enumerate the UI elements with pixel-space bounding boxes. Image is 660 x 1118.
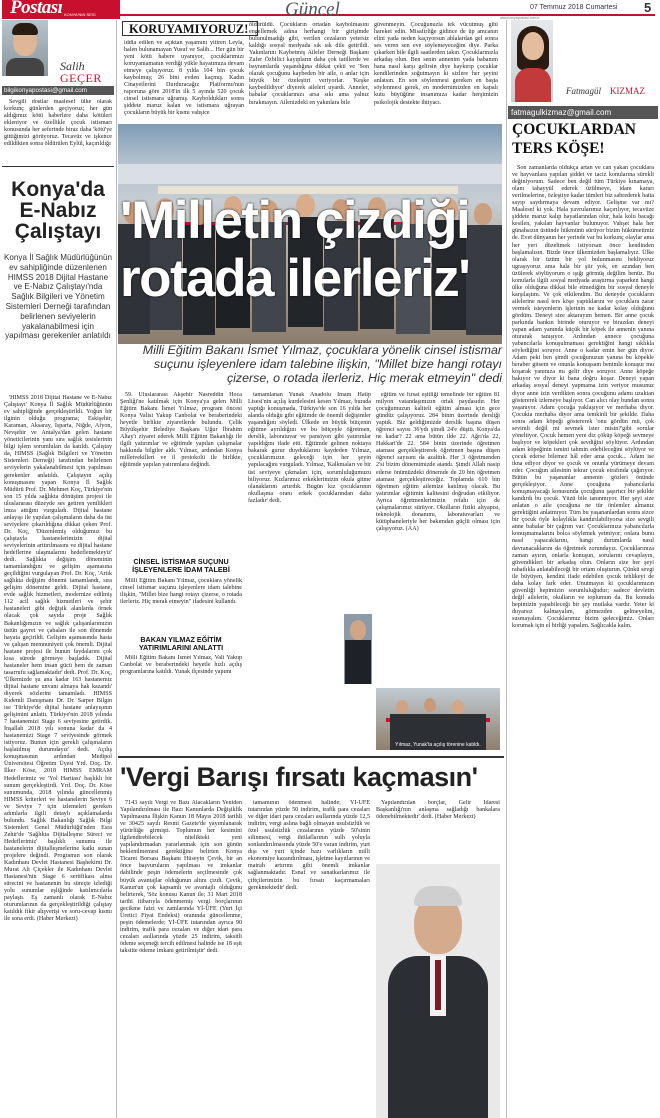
author-last-name-2: KIZMAZ xyxy=(610,86,645,96)
column-title xyxy=(512,120,658,158)
feature1-column-3 xyxy=(376,392,500,688)
right-column xyxy=(508,20,658,1118)
feature1-headline xyxy=(118,192,504,308)
column-intro-text xyxy=(4,99,112,163)
column-body xyxy=(512,165,654,1115)
column-title-line2: TERS KÖŞE! xyxy=(512,140,605,157)
logo-sub: KONYA'NIN SESİ xyxy=(64,12,96,17)
divider xyxy=(2,166,114,167)
story-headline-line3: Çalıştayı xyxy=(14,220,102,243)
author-email[interactable]: bilgikonyapostasi@gmail.com xyxy=(4,87,88,94)
story-headline xyxy=(2,179,114,242)
feature1-column-2-text: tamamlanan Yunak Anadolu İmam Hatip Lisesi'nin açılış kurdelesini kesen Yılmaz, burada yaptığı konuşmada, Türkiye'de son 16 yılda her alanda olduğu gibi eğitimde de önemli değişimler yaşandığını söyledi. Ülkede en büyük bütçenin eğitime ayrıldığını ve bu bütçeyle öğretmen, derslik, laboratuvar ve pansiyon gibi yatırımlar yapıldığını ifade etti. Eğitimde gelinen noktaya bakarak gurur duyduklarını kaydeden Yılmaz, çocuklarımızın geleceği için her şeyin yapılacağını vurguladı. Yılmaz, 'Kalkmaları ve bir üst seviyeye çıkmaları için, sorumluluğumuzu biliyoruz. Kızlarımız erkeklerimizin okula gitme olanaklarını artırdık. Bugün kız çocuklarının okullaşma oranı erkek çocuklarından daha fazladır' dedi. xyxy=(248,392,371,504)
feature2-column-1-text: 7143 sayılı Vergi ve Bazı Alacakların Yeniden Yapılandırılması ile Bazı Kanunlarda Değişiklik Yapılmasına İlişkin Kanun 18 Mayıs 2018 tarihli ve 30425 sayılı Resmi Gazete'de yayımlanarak yürürlüğe girmişti. Toplumun her kesimini ilgilendirebilecek nitelikteki yeni yapılandırmadan yararlanmak için son günün beklenilmemesi gerektiğine belirten Konya Ticaret Borsası Başkanı Hüseyin Çevik, bir an önce başvuruların yapılması ve imkanlar dahilinde peşin ödemelerin seçilmesinde çok büyük avantajlar olduğunun altını çizdi. Çevik, Kanun'un çok kapsamlı ve avantajlı olduğunu belirterek, 'Söz konusu Kanun ile; 31 Mart 2018 tarihi itibarıyla ödenmemiş vergi borçlarının gecikme faizi ve zamlarında Yİ-ÜFE (Yurt İçi Üretici Fiyat Endeksi) oranında güncellenme, peşin ödemelerde; Yİ-ÜFE tutarından ayrıca 90 indirim, trafik para cezaları ve diğer idari para cezaları asıllarında yüzde 25 indirim, taksitli ödeme seçeneği tercih edilmesi halinde ise 18 eşit taksitte ödeme imkanı getirilmiştir' dedi. xyxy=(120,800,242,954)
column-separator xyxy=(506,20,507,1118)
feature1-column-1b xyxy=(120,578,242,632)
masthead-bar xyxy=(120,14,655,16)
feature1-headline-line2: rotada ilerleriz' xyxy=(120,249,470,308)
left-column xyxy=(2,20,114,1118)
article-column-2 xyxy=(249,22,369,122)
article-column-1 xyxy=(124,40,244,122)
story-headline-line1: Konya'da xyxy=(11,178,105,201)
column-intro-paragraph: Sevgili dostlar maalesef ülke olarak korkunç günlerden geçiyoruz; her gün aldığımız kötü haberlere daha kötüleri ekleniyor ve özellikle çocuk istismarı konusunda her seferinde biraz daha 'kötü'ye gittiğimizi görüyoruz. Tecavüz ve işkence edildikten sonra öldürülen Eylül, kaçırıldığı xyxy=(4,99,112,148)
feature2-column-1 xyxy=(120,800,242,1114)
masthead xyxy=(0,0,660,20)
feature1-deck: Milli Eğitim Bakanı İsmet Yılmaz, çocuklara yönelik cinsel istismar suçunu işleyenlere idam talebine ilişkin, "Millet bize hangi rotayı çizerse, o rotada ilerleriz. Hiç merak etmeyin" dedi xyxy=(142,343,502,385)
article-title-box xyxy=(122,21,258,36)
feature1-headline-line1: 'Milletin çizdiği xyxy=(120,191,470,250)
article-column-2-text: öldürüldü. Çocukların ortadan kaybolmasını engellemek adına herhangi bir girişimde bulunulmadığı gibi, verilen cezaların yetersiz kaldığı sosyal medyada sık sık dile getirildi. Yakınlarını Kaybetmiş Aileler Derneği Başkanı Zafer Özbilici kayıpların daha çok tatillerde ve bayramlarda yaşandığına dikkat çekti ve 'Son olarak çocuğunu kaybeden bir aile, o anlar için büyük bir özeleştiri veriyorlar. 'Keşke kaybedildiyor' diyerek aileleri uyardı. Anneler, babalar çocuklarınızı arsa sıkı ama yalnız bırakmayın. Ailenizdeki en yakınlara bile xyxy=(249,22,369,106)
page-number: 5 xyxy=(644,0,652,15)
story-body xyxy=(4,395,112,1115)
feature1-subhead-1: CİNSEL İSTİSMAR SUÇUNU İŞLEYENLERE İDAM TALEBİ xyxy=(132,557,230,575)
feature1-column-1 xyxy=(120,392,242,555)
article-column-3-text: güvenmeyin. Çocuğunuzla tek vücutmuş gibi hareket edin. Misafirliğe gidince de üp amcanın elini yada neden kaçıyorsun ablalardan gel sonra ses veren sen eve söylemeyeceğim diye. Parka çıkarken bile ilgili saatlerden takın. Çocuklarınızla arkadaş olun. Ben senin annenim yada babanım bana nasıl karşı gelirsin diye haykırıp çocuklar kendilerinden soğutmayın ki sizlere her şeyini anlatsın. En son söylenmesi gereken en başta söylenmesi gerek, en modernimizden en kapalı kutu büyüğüne insanımıza kadar herşimizin psikolojik destekte ihtiyacı. xyxy=(374,22,498,106)
story-body-paragraph: 'HIMSS 2018 Dijital Hastane ve E-Nabız Çalıştayı' Konya İl Sağlık Müdürlüğünün ev sahipliğinde gerçekleştirildi. Yoğun bir ilginin olduğu programa; Eskişehir, Karaman, Aksaray, Isparta, Niğde, Afyon, Nevşehir ve Antalya'dan gelen hastane yöneticilerinin yanı sıra sağlık tesislerinin bilgi işlem sorumluları da katıldı. Çalıştay da, HIMSS (Sağlık Bilgileri ve Yönetim Sistemleri Derneği) tarafından belirlenen seviyelerin yakalanabilmesi için yapılması gerekenler anlatıldı. Çalıştayın açılış konuşmasını yapan Konya İl Sağlık Müdürü Prof. Dr. Mehmet Koç, Türkiye'nin son 15 yılda sağlıkta dönüşüm projesi ile uluslararası düzeyde ses getiren yenilikleri imza attığını vurguladı. Dijital hastane anlayışı ile yapılan çalışmaların daha da üst seviyelere çıkarıldığına dikkat çeken Prof. Dr. Koç, 'Düzenlemiş olduğumuz bu çalıştayla hastanelerimizin dijital seviyelerinin arttırılmasını ve dijital hastane hedeflerine ulaşmalarını hedeflemekteyiz' dedi. Sağlıkta değişim döneminin tamamlandığını ve gelişim aşamasına geçildiğini vurgulayan Prof. Dr. Koç, 'Artık sağlıkta değişim dönemi tamamlandı, sıra gelişim dönemine geldi. Dijital hastane, evde sağlık hizmetleri, modernize edilmiş 112 acil sağlık hizmetleri ve şehir hastaneleri gibi değişik alanlarda örnek olacak çok sayıda proje Sağlık Bakanlığımızın ve sağlık çalışanlarımızın üstün gayret ve çabaları ile son dönemde hayata geçirildi. Gelişim aşamasında hasta ve çalışan memnuniyeti çok önemli. Dijital hastane projesi ile bunun faydalarını çok kısa sürede görmeye başladık. Dijital hastaneler hem insan gücü hem de zaman tasarrufu sağlamaktadır' dedi. Prof. Dr. Koç, 'Ülkemizde şu ana kadar 163 hastanemiz dijital hastane unvanı almaya hak kazandı' diyerek sözlerini tamamladı. HIMSS Kıdemli Danışmanı Dr. Dr. Sarper Bilgin ise Türkiye'de dijital hastane anlayışının gelişimini anlattı. Türkiye'nin 2018 yılında 7 hastanemizi Stage 6 seviyesine getirdik. İnşallah 2018 yılı sonuna kadar da 4 hastanemizi Stage 7 seviyesinde görmek istiyoruz. Bunun için gerekli çalışmaların başlatılmış durumdayız' dedi. Açılış konuşmasının ardından Medipol Üniversitesi Öğretim Üyesi Yrd. Doç. Dr. İlker Köse, 2018 HIMSS EMRAM Hedeflerimiz ve 'Yol Haritası' başlıklı bir sunum gerçekleştirdi. Yrd. Doç. Dr. Köse sunumunda, 2018 yılında güncellenmiş HIMSS kriterleri ve hastanelerin Seviye 6 ve Seviye 7 için izlemeleri gereken adımlarla ilgili detaylı açıklamalarda bulundu. Sağlık Bakanlığı Sağlık Bilgi Sistemleri Genel Müdürlüğü'nden Esra Zehir'de 'Sağlıkta Dijitalleşme Süreci ve Hedeflerimiz' başlıklı sunumu ile hastanelerin dijitalleşmelerine katkı sunan projelere değindi. Programın son olarak Kadınhanı Devlet Hastanesi Başhekimi Dr. Murat Ali Çiçekler ile Kadınhanı Devlet Hastanesi'nin Stage 6 sertifikası alma sürecini ve hastanenin bu süreçte izlediği yolu sunumlar eşliğinde katılımcılarla paylaştı. Eş zamanlı olarak E-Nabız oturumlarının da gerçekleştirildiği çalıştay katıldık fikir alışverişi ve soru-cevap kısmı ile sona erdi. (Haber Merkezi) xyxy=(4,395,112,923)
author-email-bar xyxy=(2,86,114,95)
feature1-caption: Yılmaz, Yunak'ta açılış törenine katıldı. xyxy=(395,742,481,748)
feature2-column-3 xyxy=(376,800,500,860)
feature1-column-1-text: 59. Uluslararası Akşehir Nasreddin Hoca Şenliği'ne katılmak için Konya'ya gelen Milli Eğitim Bakanı İsmet Yılmaz, program öncesi Konya Valisi Yakup Canbolat ve beraberindeki heyetle birlikte ziyaretlerde bulundu. Çelik Büyükşehir Belediye Başkanı Uğur İbrahim Altay'ı ziyaret ederek Milli Eğitim Bakanlığı ile ilgili yatırımlar ve eğitimde yapılan çalışmalar hakkında bilgiler aldı. Yılmaz, ardından Konya milletvekilleri ve il protokolü ile birlikte, eğitimde yapılan yatırımlara değindi. xyxy=(120,392,242,469)
divider xyxy=(118,756,504,758)
feature2-body xyxy=(118,800,504,1118)
article-column-3 xyxy=(374,22,498,122)
chairman-photo xyxy=(376,864,500,1118)
story-headline-line2: E-Nabız xyxy=(19,199,97,222)
feature1-column-3-text: eğitim ve fırsat eşitliği temelinde bir eğitim 81 milyon vatandaşımızın ortak paydasıdır. Her çocuğumuzun kaliteli eğitim alması için gece gündüz çalışıyoruz. 284 binin üzerinde dersliği yaptık. Biz geldiğimizde derslik başına düşen öğrenci sayısı 36'ydı şimdi 24'e düştü. Konya'da ne kadar? 22 ama bütün ilde 22. Ağrı'da 22, Hakkari'de 22. 584 binin üzerinde öğretmen ataması gerçekleştirerek öğretmen başına düşen öğrenci sayısını da azalttık. Her 3 öğretmenden 2'si bizim dönemimizde atandı. Şimdi Allah nasip ederse önümüzdeki dönemde de 20 bin öğretmen ataması gerçekleştireceğiz. Toplamda 610 bin öğretmen eğitim ailemize katılmış olacak. Bu yatırımlar eğitimin kalitesini doğrudan etkiliyor. Ayrıca öğretmenlerimizin refahı için de çalışmalarımız sürüyor. Okulların fiziki altyapısı, teknolojik donanımı, laboratuvarları ve kütüphaneleriyle her bakımdan güçlü olması için çalışıyoruz. (AA) xyxy=(376,392,500,532)
ceremony-photo-2 xyxy=(376,688,500,750)
feature2-column-3-text: Yapılandırılan borçlar, Gelir İdaresi Başkanlığı'nın anlaşma sağladığı bankalara ödenebilmektedir' dedi. (Haber Merkezi) xyxy=(376,800,500,821)
author-last-name: GEÇER xyxy=(60,71,102,85)
author-email-bar-2 xyxy=(508,106,658,119)
logo-text: Postası xyxy=(10,0,63,18)
feature1-column-1b-text: Milli Eğitim Bakanı Yılmaz, çocuklara yönelik cinsel istismar suçunu işleyenlere idam talebine ilişkin, "Millet bize hangi rotayı çizerse, o rotada ilerleriz. Hiç merak etmeyin" ifadesini kullandı. xyxy=(120,578,242,606)
author-first-name-2: Fatmagül xyxy=(566,86,601,96)
author-email-2[interactable]: fatmagulkizmaz@gmail.com xyxy=(511,108,612,117)
author-photo-2 xyxy=(511,20,553,102)
feature2-headline: 'Vergi Barışı fırsatı kaçmasın' xyxy=(120,762,478,792)
column-separator xyxy=(116,20,117,1118)
koruyamiyoruz-article xyxy=(118,20,504,122)
website-url[interactable]: www.konyapostasi.com.tr xyxy=(500,16,540,20)
feature1-column-2 xyxy=(248,392,371,610)
feature1-column-1c-text: Milli Eğitim Bakanı İsmet Yılmaz, Vali Yakup Canbolat ve beraberindeki heyetle hızlı açılış programlarına katıldı. Yunak ilçesinde yapımı xyxy=(120,655,242,676)
author-first-name: Salih xyxy=(60,59,85,73)
column-title-line1: ÇOCUKLARDAN xyxy=(512,121,636,138)
article-column-1-text: iddia edilen ve açıktan yaşamını yitiren Leyla, halen bulunamayan Yusuf ve Salih... Her gün bir yeni kötü habere uyanıyor, çocuklarımızı koruyamamanın verdiği yükle hayatımıza devam etmeye çalışıyoruz. 8 yılda 104 bin çocuk kaybolmuş; 26 bini evden kaçmış. Kadın Cinayetlerini Durduracağız Platformu'nun raporuna göre 2018'in ilk 5 ayında 520 çocuk cinsel istismara uğramış. Kayboldukları sonra şiddete maruz kalan ve istismara uğrayan çocukların büyük bir kısmı vahşice xyxy=(124,40,244,117)
section-title: Güncel xyxy=(285,0,340,20)
author-photo xyxy=(2,20,48,76)
logo[interactable] xyxy=(2,0,120,19)
feature2-column-2-text: tamamının ödenmesi halinde; Yİ-ÜFE tutarından yüzde 50 indirim, trafik para cezaları ve diğer idari para cezaları asıllarında yüzde 12,5 indirim, vergi aslına bağlı olmayan usulsüzlük ve özel usulsüzlük cezalarının yüzde 50'sinin silinmesi, vergi ihtilaflarının sulh yoluyla sonlandırılmasında yüzde 50'e varan indirim, yurt dışı ve yurt içinde bazı varlıkların milli ekonomiye kazandırılması, işletme kayıtlarının ve matrah artırımı gibi önemli imkanlar sağlanmaktadır. Esnaf ve sanatkarlarımız ile çiftçilerimizin bu fırsatı kaçırmamaları gerekmektedir' dedi. xyxy=(248,800,370,891)
feature1-column-1c xyxy=(120,655,242,735)
minister-photo xyxy=(344,614,372,684)
article-title: KORUYAMIYORUZ! xyxy=(129,22,249,36)
column-body-paragraph: Son zamanlarda oldukça artan ve can yakan çocuklara ve hayvanlara yapılan şiddet ve taciz konularına sürekli değiniyorum. Sadece ben değil tüm Türkiye kınamaya, olanı tahayyül ederek üzülmeye, idam kararı verilmelerine, özleştiye kadar tümleri biz sabrederek hatta sayıp saydırmaya devam ediyor. Gelişme var mı? Maalesef ki yok. Hala yavrularımız kaçırılıyor, tecavüze şiddete maruz kalıp hayatlarından olur, hala kolu bacağı kesilen, yakılan hayvanlar bulunuyor. Vahşet hala her günahsızın üstünde hükmünü sürüyor bizim hükümetimiz de. Evet dünyanın her yerinde var bu korkunç olaylar ama her yeri düzeltmek istiyorsan önce kendinden başlamalısın. Bizde önce ülkemizden başlamalıyız. Ülke olarak bir üzüm bir yol bulunmasını bekliyoruz ugraşıyoruz ama hala bir şiir yok, en azından ben üzülerek söylüyorum o ışığı görmüş değilim henüz. Bu konularla ilgili sosyal medyada araştırma yaparken hangi ülke olduğuna dikkat bile etmediğim bir sosyal deneyle karşılaştım. Ve çok etkilendim. Bu deneyde çocukların ailelerine nasıl ters köşe yaptıklarını ve çocuklara zarar vermek isteyenlerin işlerinin ne kadar kolay olduğunu gördüm. Deneyi size aktarayım hemen. Bir anne çocuk parkında bankın birinde oturuyor ve birazdan deneyi yapan adam yanında küçük bir köpek ile annenin yanına oturarak tanışıyor. Ardından annece çocuğuna yabancılarla konuşulmaması gerektiğini hangi sıklıkla söylediğini soruyor. Anne o kadar emin her gün diyor. Adam peki ben şimdi çocuğunuzun yanına bu köpekle beraber gitsem ve onunla konuşsam benimle konuşur mu koşarak yanınıza mı gelir diye soruyor. Anne köpeğe bakıyor ve diyor ki bana doğru koşar. Deneyi yapan arkadaş sosyal deneyi yapmama izin veriyor musunuz diyor anne izin verdikten sonra çocuğunu adamı uzaktan göstererek izlemeye başlıyor. Can alıcı olay bundan sonra yaşanıyor. Adam çocuğa yaklaşıyor ve merhaba diyor. Çocukta merhaba diyor ama temkinli bir şekilde. Daha sonra adam köpeği göstererek 'onu gördün mü, çok sevimli değil mi sevmek ister misin?'gibi sorular yöneltiyor. Çocuk hemen yere diz çöküp köpeği sevmeye başlıyor ve köpekleri çok sevdiğini söylüyor. Ardından adam köpeğinin ismini tahmin edebileceğini söylüyor ve çocuk ederse bilemez hâl eder ama çocuk... Adam ise ikna ediyor diyor ve çocuk ve onunla yürümeye devam eder. Çocuğun ailesinin tekrar çocuk etrafında çağırıyor. Bütün bu yaşananlar annenin gözleri önünde gerçekleşiyor. Anne çocuğuna yabancılarla konuşmayacağı konusunda çocuğunu şaşırtıcı bir şekilde kandırdı bu çocuk. Yüzü bile tanınmıyor. Her şeyi size anlatan o aile çocuğuna ne tür önlemler almanız gerektiğini anlatmıyor. Tüm bu yaşananlardan sonra sizce bir çocuk öyle kolaylıkla kandırılabiliyorsa size sevgili anne babalar bir çağrım var. Çocuklarınıza yabancılarla konuşmamalarını bolca söylemek yetmiyor; onlara bunu nasıl yapacaklarını, hangi durumlarda nasıl davranacaklarını da öğretmek zorundayız. Çocuklarınıza zaman ayırın, onlarla konuşun, sorularını cevaplayın, güvendikleri bir arkadaş olun. Onların size her şeyi rahatlıkla anlatabileceği bir ortam oluşturun. Çünkü sevgi ile büyüyen, kendini ifade edebilen çocuk tehlikeyi de daha kolay fark eder. Unutmayın ki çocuklarımızın güvenliği hepimizin sorumluluğudur; sadece devletin değil ailelerin, okulların ve toplumun da. Bu konuda hepimizin yapabileceği bir şey mutlaka vardır. Yeter ki duyarsız kalmayalım, görmezden gelmeyelim, susmayalım. Çocuklarımız bizim geleceğimiz. Onları korumak için el birliği yapalım. Sağlıcakla kalın. xyxy=(512,165,654,630)
date: 07 Temmuz 2018 Cumartesi xyxy=(530,4,618,11)
feature2-column-2 xyxy=(248,800,370,1114)
feature1-subhead-2: BAKAN YILMAZ EĞİTİM YATIRIMLARINI ANLATTI xyxy=(138,635,224,653)
story-deck: Konya İl Sağlık Müdürlüğünün ev sahipliğinde düzenlenen HIMSS 2018 Dijital Hastane ve E-Nabız Çalıştayı'nda Sağlık Bilgileri ve Yönetim Sistemleri Derneği tarafından belirlenen seviyelerin yakalanabilmesi için yapılması gerekenler anlatıldı xyxy=(4,253,112,341)
feature1-body xyxy=(118,392,504,752)
